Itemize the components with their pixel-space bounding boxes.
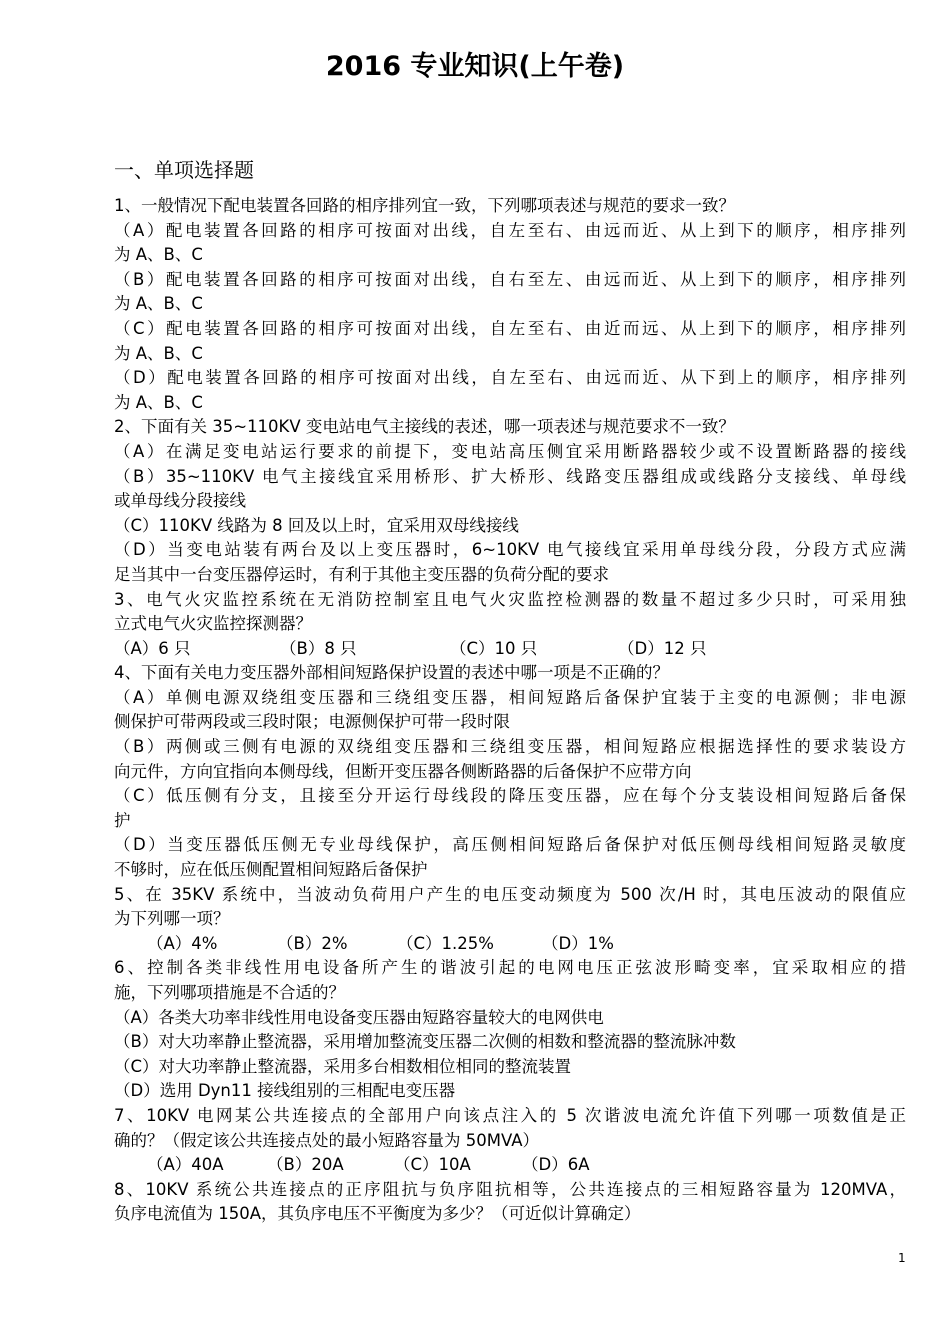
q3-option-d: （D）12 只	[618, 638, 707, 658]
q7-stem: 7、10KV 电网某公共连接点的全部用户向该点注入的 5 次谐波电流允许值下列哪一项数值是正	[114, 1105, 906, 1125]
q5-stem-cont: 为下列哪一项？	[114, 909, 230, 929]
q2-stem: 2、下面有关 35~110KV 变电站电气主接线的表述，哪一项表述与规范要求不一致？	[114, 417, 735, 437]
q7-options	[114, 1153, 906, 1178]
q5-option-a: （A）4%	[147, 933, 218, 953]
q1-option-d-cont: 为 A、B、C	[114, 392, 203, 412]
q4-option-b: （B）两侧或三侧有电源的双绕组变压器和三绕组变压器，相间短路应根据选择性的要求装设方	[114, 737, 906, 757]
q2-option-b-cont: 或单母线分段接线	[114, 491, 246, 511]
q4-option-b-cont: 向元件，方向宜指向本侧母线，但断开变压器各侧断路器的后备保护不应带方向	[114, 761, 692, 781]
q2-option-b: （B）35~110KV 电气主接线宜采用桥形、扩大桥形、线路变压器组成或线路分支接线、单母线	[114, 466, 906, 486]
q6-option-d: （D）选用 Dyn11 接线组别的三相配电变压器	[114, 1081, 456, 1101]
q7-option-d: （D）6A	[522, 1155, 590, 1175]
q4-option-a-cont: 侧保护可带两段或三段时限；电源侧保护可带一段时限	[114, 712, 510, 732]
q4-stem: 4、下面有关电力变压器外部相间短路保护设置的表述中哪一项是不正确的？	[114, 663, 669, 683]
q1-option-a-cont: 为 A、B、C	[114, 245, 203, 265]
q4-option-c: （C）低压侧有分支，且接至分开运行母线段的降压变压器，应在每个分支装设相间短路后备保	[114, 786, 906, 806]
q5-options	[114, 932, 906, 957]
q1-option-b-cont: 为 A、B、C	[114, 294, 203, 314]
q1-option-a: （A）配电装置各回路的相序可按面对出线，自左至右、由远而近、从上到下的顺序，相序排列	[114, 220, 906, 240]
page-number: 1	[898, 1251, 906, 1265]
q1-option-c: （C）配电装置各回路的相序可按面对出线，自左至右、由近而远、从上到下的顺序，相序排列	[114, 318, 906, 338]
q5-option-c: （C）1.25%	[397, 933, 494, 953]
q7-option-b: （B）20A	[267, 1155, 344, 1175]
q1-stem: 1、一般情况下配电装置各回路的相序排列宜一致，下列哪项表述与规范的要求一致？	[114, 196, 735, 215]
q4-option-d: （D）当变压器低压侧无专业母线保护，高压侧相间短路后备保护对低压侧母线相间短路灵敏度	[114, 835, 906, 855]
section-heading: 一、单项选择题	[114, 158, 254, 182]
q1-option-c-cont: 为 A、B、C	[114, 343, 203, 363]
q1-option-b: （B）配电装置各回路的相序可按面对出线，自右至左、由远而近、从上到下的顺序，相序排列	[114, 269, 906, 289]
q6-option-a: （A）各类大功率非线性用电设备变压器由短路容量较大的电网供电	[114, 1007, 604, 1027]
q3-stem: 3、电气火灾监控系统在无消防控制室且电气火灾监控检测器的数量不超过多少只时，可采用独	[114, 589, 906, 609]
q3-option-c: （C）10 只	[450, 638, 538, 658]
q6-option-b: （B）对大功率静止整流器，采用增加整流变压器二次侧的相数和整流器的整流脉冲数	[114, 1032, 736, 1052]
q4-option-d-cont: 不够时，应在低压侧配置相间短路后备保护	[114, 860, 428, 880]
q4-option-c-cont: 护	[114, 810, 131, 830]
q6-stem: 6、控制各类非线性用电设备所产生的谐波引起的电网电压正弦波形畸变率，宜采取相应的措	[114, 958, 906, 978]
q1-option-d: （D）配电装置各回路的相序可按面对出线，自左至右、由远而近、从下到上的顺序，相序排列	[114, 368, 906, 388]
q6-option-c: （C）对大功率静止整流器，采用多台相数相位相同的整流装置	[114, 1056, 572, 1076]
q7-option-c: （C）10A	[394, 1155, 471, 1175]
q2-option-c: （C）110KV 线路为 8 回及以上时，宜采用双母线接线	[114, 515, 519, 535]
q2-option-d-cont: 足当其中一台变压器停运时，有利于其他主变压器的负荷分配的要求	[114, 564, 609, 584]
q8-stem-cont: 负序电流值为 150A，其负序电压不平衡度为多少？（可近似计算确定）	[114, 1204, 641, 1224]
q8-stem: 8、10KV 系统公共连接点的正序阻抗与负序阻抗相等，公共连接点的三相短路容量为 120MVA，	[114, 1179, 906, 1199]
question-content	[114, 194, 906, 1227]
q5-option-b: （B）2%	[277, 933, 348, 953]
q6-stem-cont: 施，下列哪项措施是不合适的？	[114, 983, 345, 1002]
q3-option-a: （A）6 只	[114, 638, 191, 658]
q3-options	[114, 637, 906, 662]
q4-option-a: （A）单侧电源双绕组变压器和三绕组变压器，相间短路后备保护宜装于主变的电源侧；非电源	[114, 687, 906, 707]
q5-option-d: （D）1%	[542, 933, 614, 953]
q2-option-a: （A）在满足变电站运行要求的前提下，变电站高压侧宜采用断路器较少或不设置断路器的接线	[114, 441, 906, 461]
q2-option-d: （D）当变电站装有两台及以上变压器时，6~10KV 电气接线宜采用单母线分段，分段方式应满	[114, 540, 906, 560]
q3-option-b: （B）8 只	[280, 638, 357, 658]
q3-stem-cont: 立式电气火灾监控探测器？	[114, 614, 312, 634]
q7-option-a: （A）40A	[147, 1155, 224, 1175]
q5-stem: 5、在 35KV 系统中，当波动负荷用户产生的电压变动频度为 500 次/H 时，其电压波动的限值应	[114, 884, 906, 904]
page-title: 2016 专业知识(上午卷)	[325, 51, 625, 82]
q7-stem-cont: 确的？（假定该公共连接点处的最小短路容量为 50MVA）	[114, 1130, 539, 1150]
